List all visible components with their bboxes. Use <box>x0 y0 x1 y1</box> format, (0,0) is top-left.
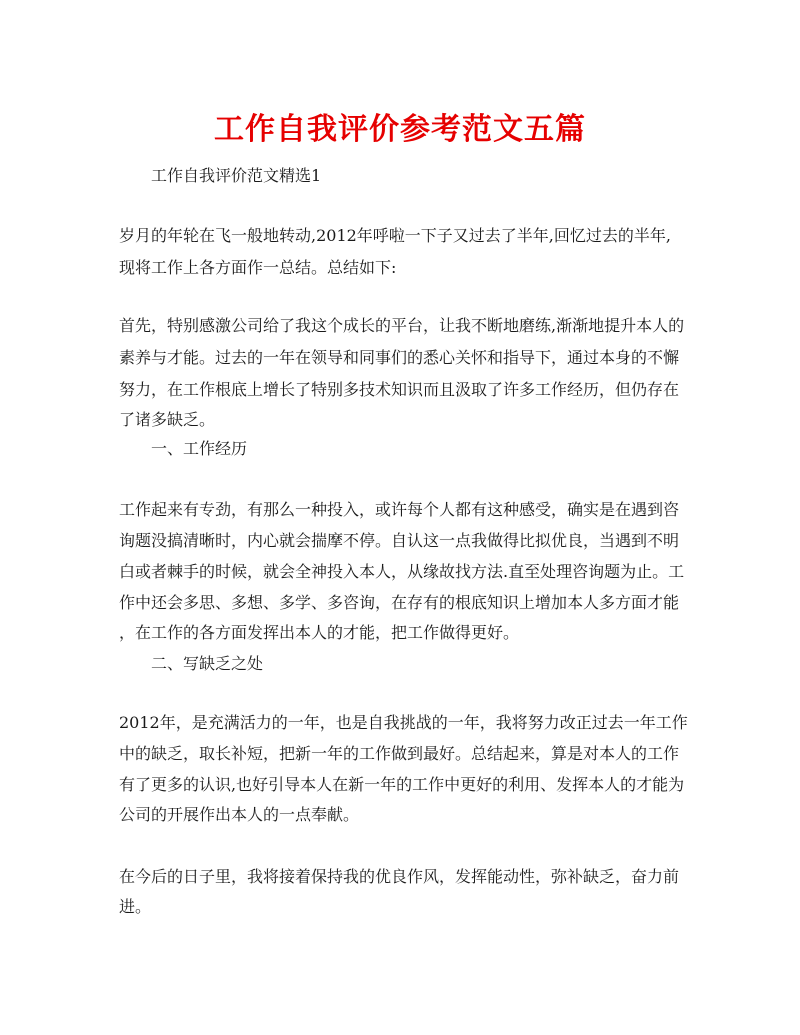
paragraph-line: 在今后的日子里，我将接着保持我的优良作风，发挥能动性，弥补缺乏，奋力前 <box>119 867 680 886</box>
paragraph-line: 现将工作上各方面作一总结。总结如下: <box>119 258 397 277</box>
paragraph-line: 了诸多缺乏。 <box>119 410 216 429</box>
paragraph-line: 公司的开展作出本人的一点奉献。 <box>119 805 360 824</box>
paragraph-line: 白或者棘手的时候，就会全神投入本人，从缘故找方法.直至处理咨询题为止。工 <box>119 562 685 581</box>
paragraph-line: 作中还会多思、多想、多学、多咨询，在存有的根底知识上增加本人多方面才能 <box>119 593 680 612</box>
paragraph-line: ，在工作的各方面发挥出本人的才能，把工作做得更好。 <box>119 623 520 642</box>
paragraph-line: 首先，特别感激公司给了我这个成长的平台，让我不断地磨练,渐渐地提升本人的 <box>119 316 685 335</box>
paragraph-line: 进。 <box>119 897 152 916</box>
section-heading-sample-1: 工作自我评价范文精选1 <box>151 166 322 185</box>
document-title: 工作自我评价参考范文五篇 <box>214 112 586 147</box>
section-heading-work-experience: 一、工作经历 <box>151 439 248 458</box>
paragraph-line: 2012年，是充满活力的一年，也是自我挑战的一年，我将努力改正过去一年工作 <box>119 713 688 732</box>
paragraph-line: 工作起来有专劲，有那么一种投入，或许每个人都有这种感受，确实是在遇到咨 <box>119 500 680 519</box>
paragraph-line: 努力，在工作根底上增长了特别多技术知识而且汲取了许多工作经历，但仍存在 <box>119 380 680 399</box>
section-heading-shortcomings: 二、写缺乏之处 <box>151 654 264 673</box>
paragraph-line: 素养与才能。过去的一年在领导和同事们的悉心关怀和指导下，通过本身的不懈 <box>119 348 680 367</box>
paragraph-line: 有了更多的认识,也好引导本人在新一年的工作中更好的利用、发挥本人的才能为 <box>119 775 685 794</box>
paragraph-line: 询题没搞清晰时，内心就会揣摩不停。自认这一点我做得比拟优良，当遇到不明 <box>119 531 680 550</box>
paragraph-line: 中的缺乏，取长补短，把新一年的工作做到最好。总结起来，算是对本人的工作 <box>119 744 680 763</box>
paragraph-line: 岁月的年轮在飞一般地转动,2012年呼啦一下子又过去了半年,回忆过去的半年, <box>119 226 671 245</box>
